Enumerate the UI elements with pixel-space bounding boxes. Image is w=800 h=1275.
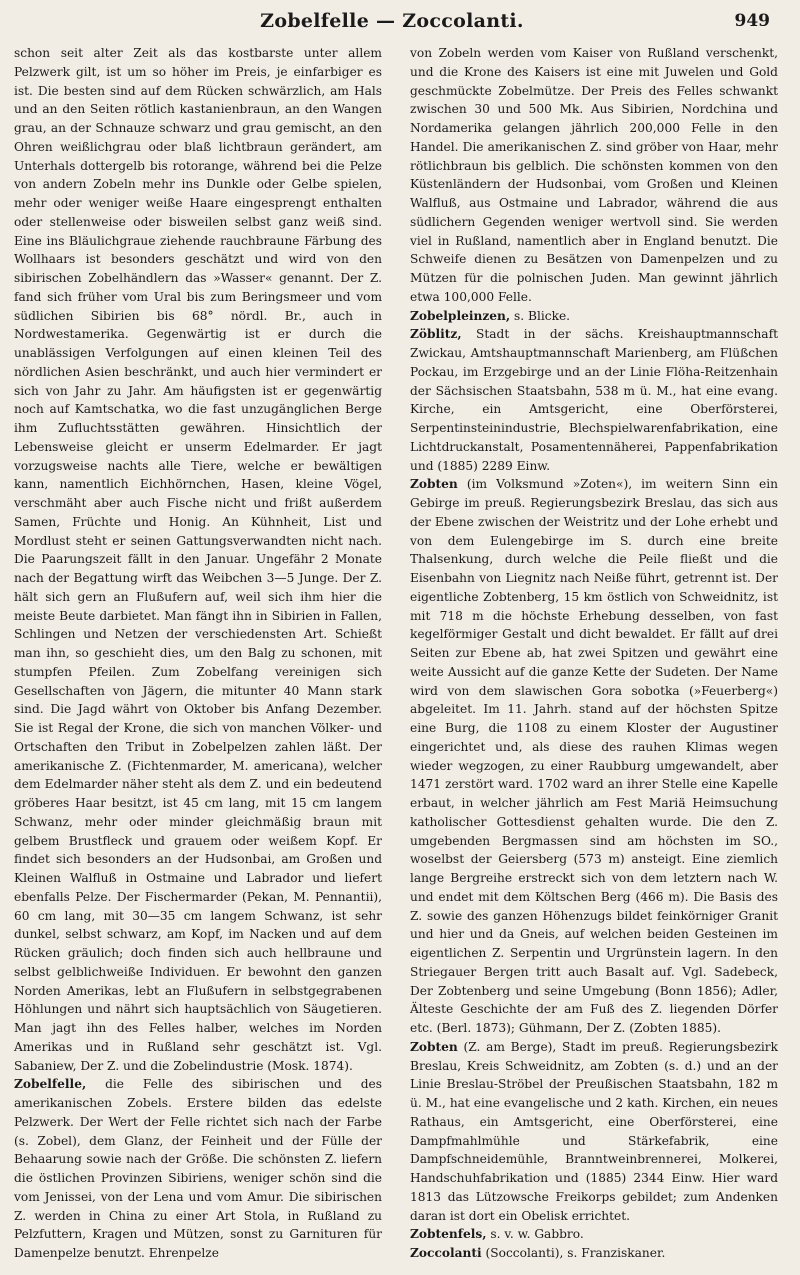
entry-zobelpleinzen: [410, 307, 778, 326]
entry-zobelfelle: [14, 1075, 382, 1263]
headword: Zoccolanti: [410, 1246, 482, 1260]
headword: Zöblitz,: [410, 327, 462, 342]
entry-text: s. v. w. Gabbro.: [486, 1227, 584, 1242]
entry-continuation: von Zobeln werden vom Kaiser von Rußland verschenkt, und die Krone des Kaisers ist eine mit Juwelen und Gold geschmückte Zobelmütze. Der Preis des Felles schwankt zwischen 30 und 500 Mk. Aus Sibirien, Nordchina und Nordamerika gelangen jährlich 200,000 Felle in den Handel. Die amerikanischen Z. sind gröber von Haar, mehr rötlichbraun bis gelblich. Die schönsten kommen von den Küstenländern der Hudsonbai, vom Großen und Kleinen Walfluß, aus Ostmaine und Labrador, während die aus südlichern Gegenden weniger wertvoll sind. Sie werden viel in Rußland, namentlich aber in England benutzt. Die Schweife dienen zu Besätzen von Damenpelzen und zu Mützen für die polnischen Juden. Man gewinnt jährlich etwa 100,000 Felle.: [410, 46, 778, 304]
entry-zoccolanti: [410, 1244, 778, 1263]
page-number: 949: [734, 11, 770, 31]
entry-text: (im Volksmund »Zoten«), im weitern Sinn ein Gebirge im preuß. Regierungsbezirk Breslau, das sich aus der Ebene zwischen der Weistritz und der Lohe erhebt und von dem Eulengebirge im S. durch eine breite Thalsenkung, durch welche die Peile fließt und die Eisenbahn von Liegnitz nach Neiße führt, getrennt ist. Der eigentliche Zobtenberg, 15 km östlich von Schweidnitz, ist mit 718 m die höchste Erhebung desselben, von fast kegelförmiger Gestalt und dicht bewaldet. Er fällt auf drei Seiten zur Ebene ab, hat zwei Spitzen und gewährt eine weite Aussicht auf die ganze Kette der Sudeten. Der Name wird von dem slawischen Gora sobotka (»Feuerberg«) abgeleitet. Im 11. Jahrh. stand auf der höchsten Spitze eine Burg, die 1108 zu einem Kloster der Augustiner eingerichtet und, als diese des rauhen Klimas wegen wieder wegzogen, zu einer Raubburg umgewandelt, aber 1471 zerstört ward. 1702 ward an ihrer Stelle eine Kapelle erbaut, in welcher jährlich am Fest Mariä Heimsuchung katholischer Gottesdienst gehalten wurde. Die den Z. umgebenden Bergmassen sind am höchsten im SO., woselbst der Geiersberg (573 m) ansteigt. Eine ziemlich lange Bergreihe erstreckt sich von dem letztern nach W. und endet mit dem Költschen Berg (466 m). Die Basis des Z. sowie des ganzen Höhenzugs bildet feinkörniger Granit und hier und da Gneis, auf welchen beiden Gesteinen im eigentlichen Z. Serpentin und Urgrünstein lagern. In den Striegauer Bergen tritt auch Basalt auf. Vgl. Sadebeck, Der Zobtenberg und seine Umgebung (Bonn 1856); Adler, Älteste Geschichte der am Fuß des Z. liegenden Dörfer etc. (Berl. 1873); Gühmann, Der Z. (Zobten 1885).: [410, 477, 778, 1035]
entry-zobtenfels: [410, 1225, 778, 1244]
page-header: [14, 10, 770, 44]
headword: Zobten: [410, 477, 458, 492]
running-title: Zobelfelle — Zoccolanti.: [260, 10, 524, 32]
headword: Zobten: [410, 1039, 458, 1054]
entry-zobten-gebirge: [410, 475, 778, 1038]
right-column: [410, 44, 778, 1263]
headword: Zobelpleinzen,: [410, 308, 511, 323]
headword: Zobelfelle,: [14, 1077, 87, 1092]
entry-text: (Z. am Berge), Stadt im preuß. Regierungsbezirk Breslau, Kreis Schweidnitz, am Zobten (s. d.) und an der Linie Breslau-Ströbel der Preußischen Staatsbahn, 182 m ü. M., hat eine evangelische und 2 kath. Kirchen, ein neues Rathaus, ein Amtsgericht, eine Oberförsterei, eine Dampfmahlmühle und Stärkefabrik, eine Dampfschneidemühle, Branntweinbrennerei, Molkerei, Handschuhfabrikation und (1885) 2344 Einw. Hier ward 1813 das Lützowsche Freikorps gebildet; zum Andenken daran ist dort ein Obelisk errichtet.: [410, 1039, 778, 1223]
entry-text: (Soccolanti), s. Franziskaner.: [481, 1246, 666, 1260]
headword: Zobtenfels,: [410, 1227, 487, 1242]
entry-continuation: schon seit alter Zeit als das kostbarste unter allem Pelzwerk gilt, ist um so höher im Preis, je einfarbiger es ist. Die besten sind auf dem Rücken schwärzlich, am Hals und an den Seiten rötlich kastanienbraun, an den Wangen grau, an der Schnauze schwarz und grau gemischt, an den Ohren weißlichgrau oder blaß lichtbraun gerändert, am Unterhals dottergelb bis rotorange, während bei die Pelze von andern Zobeln mehr ins Dunkle oder Gelbe spielen, mehr oder weniger weiße Haare eingesprengt enthalten oder stellenweise oder bisweilen selbst ganz weiß sind. Eine ins Bläulichgraue ziehende rauchbraune Färbung des Wollhaars ist besonders geschätzt und wird von den sibirischen Zobelhändlern das »Wasser« genannt. Der Z. fand sich früher vom Ural bis zum Beringsmeer und vom südlichen Sibirien bis 68° nördl. Br., auch in Nordwestamerika. Gegenwärtig ist er durch die unablässigen Verfolgungen auf einen kleinen Teil des nördlichen Asien beschränkt, und auch hier vermindert er sich von Jahr zu Jahr. Am häufigsten ist er gegenwärtig noch auf Kamtschatka, wo die fast unzugänglichen Berge ihm Zufluchtsstätten gewähren. Hinsichtlich der Lebensweise gleicht er unserm Edelmarder. Er jagt vorzugsweise nachts alle Tiere, welche er bewältigen kann, namentlich Eichhörnchen, Hasen, kleine Vögel, verschmäht aber auch Fische nicht und frißt außerdem Samen, Früchte und Honig. An Kühnheit, List und Mordlust steht er seinen Gattungsverwandten nicht nach. Die Paarungszeit fällt in den Januar. Ungefähr 2 Monate nach der Begattung wirft das Weibchen 3—5 Junge. Der Z. hält sich gern an Flußufern auf, weil sich ihm hier die meiste Beute darbietet. Man fängt ihn in Sibirien in Fallen, Schlingen und Netzen der verschiedensten Art. Schießt man ihn, so geschieht dies, um den Balg zu schonen, mit stumpfen Pfeilen. Zum Zobelfang vereinigen sich Gesellschaften von Jägern, die mitunter 40 Mann stark sind. Die Jagd währt von Oktober bis Anfang Dezember. Sie ist Regal der Krone, die sich von manchen Völker- und Ortschaften den Tribut in Zobelpelzen zahlen läßt. Der amerikanische Z. (Fichtenmarder, M. americana), welcher dem Edelmarder näher steht als dem Z. und ein bedeutend gröberes Haar besitzt, ist 45 cm lang, mit 15 cm langem Schwanz, mehr oder minder gleichmäßig braun mit gelbem Brustfleck und grauem oder weißem Kopf. Er findet sich besonders an der Hudsonbai, am Großen und Kleinen Walfluß in Ostmaine und Labrador und liefert ebenfalls Pelze. Der Fischermarder (Pekan, M. Pennantii), 60 cm lang, mit 30—35 cm langem Schwanz, ist sehr dunkel, selbst schwarz, am Kopf, im Nacken und auf dem Rücken gräulich; doch finden sich auch hellbraune und selbst gelblichweiße Individuen. Er bewohnt den ganzen Norden Amerikas, lebt an Flußufern in selbstgegrabenen Höhlungen und nährt sich hauptsächlich von Säugetieren. Man jagt ihn des Felles halber, welches im Norden Amerikas und in Rußland sehr geschätzt ist. Vgl. Sabaniew, Der Z. und die Zobelindustrie (Mosk. 1874).: [14, 46, 382, 1073]
entry-text: die Felle des sibirischen und des amerikanischen Zobels. Erstere bilden das edelste Pelzwerk. Der Wert der Felle richtet sich nach der Farbe (s. Zobel), dem Glanz, der Feinheit und der Fülle der Behaarung sowie nach der Größe. Die schönsten Z. liefern die östlichen Provinzen Sibiriens, weniger schön sind die vom Jenissei, von der Lena und vom Amur. Die sibirischen Z. werden in China zu einer Art Stola, in Rußland zu Pelzfuttern, Kragen und Mützen, sonst zu Garnituren für Damenpelze benutzt. Ehrenpelze: [14, 1077, 382, 1260]
entry-zoeblitz: [410, 325, 778, 475]
entry-text: s. Blicke.: [510, 308, 571, 323]
left-column: [14, 44, 382, 1263]
entry-zobten-stadt: [410, 1038, 778, 1226]
entry-text: Stadt in der sächs. Kreishauptmannschaft Zwickau, Amtshauptmannschaft Marienberg, am Flüßchen Pockau, im Erzgebirge und an der Linie Flöha-Reitzenhain der Sächsischen Staatsbahn, 538 m ü. M., hat eine evang. Kirche, ein Amtsgericht, eine Oberförsterei, Serpentinsteinindustrie, Blechspielwarenfabrikation, eine Lichtdruckanstalt, Posamentennäherei, Pappenfabrikation und (1885) 2289 Einw.: [410, 327, 778, 473]
